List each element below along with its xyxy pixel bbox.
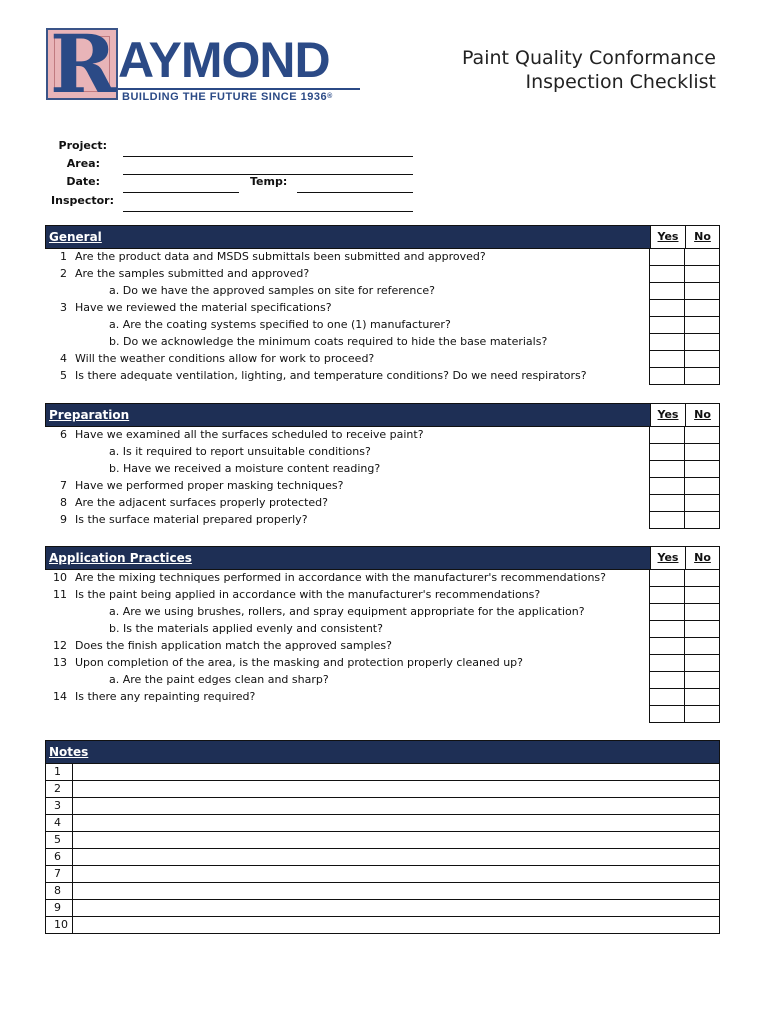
item-question: a. Are the paint edges clean and sharp? — [109, 673, 329, 686]
note-line[interactable] — [45, 832, 720, 849]
section-title: Application Practices — [49, 551, 192, 565]
item-number: 7 — [60, 479, 67, 492]
yes-checkbox[interactable] — [649, 351, 685, 368]
note-line[interactable] — [45, 764, 720, 781]
yes-checkbox[interactable] — [649, 655, 685, 672]
yes-checkbox[interactable] — [649, 495, 685, 512]
note-line[interactable] — [45, 849, 720, 866]
document-title — [462, 46, 716, 94]
no-checkbox[interactable] — [684, 351, 720, 368]
temp-label: Temp: — [250, 175, 288, 188]
yes-column-header: Yes — [650, 226, 685, 248]
yes-checkbox[interactable] — [649, 283, 685, 300]
checklist-row — [45, 689, 720, 706]
item-number: 8 — [60, 496, 67, 509]
item-question: Is the surface material prepared properly? — [75, 513, 308, 526]
no-checkbox[interactable] — [684, 334, 720, 351]
note-line[interactable] — [45, 900, 720, 917]
note-number: 1 — [46, 764, 73, 780]
no-checkbox[interactable] — [684, 444, 720, 461]
item-number: 1 — [60, 250, 67, 263]
no-checkbox[interactable] — [684, 266, 720, 283]
item-question: a. Are the coating systems specified to one (1) manufacturer? — [109, 318, 451, 331]
note-line[interactable] — [45, 815, 720, 832]
yes-checkbox[interactable] — [649, 638, 685, 655]
note-number: 5 — [46, 832, 73, 848]
no-checkbox[interactable] — [684, 427, 720, 444]
area-label: Area: — [66, 157, 100, 170]
note-line[interactable] — [45, 883, 720, 900]
yes-checkbox[interactable] — [649, 249, 685, 266]
no-checkbox[interactable] — [684, 249, 720, 266]
item-number: 10 — [53, 571, 67, 584]
yes-checkbox[interactable] — [649, 672, 685, 689]
item-question: Are the product data and MSDS submittals been submitted and approved? — [75, 250, 486, 263]
note-number: 7 — [46, 866, 73, 882]
checklist-row — [45, 461, 720, 478]
no-checkbox[interactable] — [684, 317, 720, 334]
yes-checkbox[interactable] — [649, 368, 685, 385]
checklist-row — [45, 300, 720, 317]
no-checkbox[interactable] — [684, 512, 720, 529]
checklist-rows — [45, 249, 720, 385]
checklist-row — [45, 638, 720, 655]
note-number: 6 — [46, 849, 73, 865]
logo-letter: R — [50, 17, 117, 111]
logo-wordmark: AYMOND — [118, 32, 330, 88]
item-question: a. Is it required to report unsuitable conditions? — [109, 445, 371, 458]
item-question: Is there adequate ventilation, lighting, and temperature conditions? Do we need respirators? — [75, 369, 587, 382]
no-checkbox[interactable] — [684, 689, 720, 706]
application-section — [45, 546, 720, 723]
checklist-row — [45, 655, 720, 672]
note-line[interactable] — [45, 866, 720, 883]
section-header — [45, 546, 720, 570]
item-number: 13 — [53, 656, 67, 669]
temp-field[interactable] — [297, 192, 413, 193]
checklist-row — [45, 706, 720, 723]
no-checkbox[interactable] — [684, 478, 720, 495]
item-question: Have we examined all the surfaces scheduled to receive paint? — [75, 428, 424, 441]
section-header — [45, 403, 720, 427]
checklist-row — [45, 334, 720, 351]
item-number: 4 — [60, 352, 67, 365]
item-question: Is the paint being applied in accordance with the manufacturer's recommendations? — [75, 588, 541, 601]
preparation-section — [45, 403, 720, 529]
no-checkbox[interactable] — [684, 621, 720, 638]
no-checkbox[interactable] — [684, 300, 720, 317]
note-line[interactable] — [45, 917, 720, 934]
note-line[interactable] — [45, 781, 720, 798]
title-line-1: Paint Quality Conformance — [461, 47, 716, 69]
project-field[interactable] — [123, 156, 413, 157]
notes-section — [45, 740, 720, 934]
item-question: Upon completion of the area, is the masking and protection properly cleaned up? — [75, 656, 523, 669]
item-question: Have we reviewed the material specifications? — [75, 301, 332, 314]
item-question: b. Have we received a moisture content reading? — [109, 462, 381, 475]
checklist-row — [45, 249, 720, 266]
yes-column-header: Yes — [650, 404, 685, 426]
item-number: 9 — [60, 513, 67, 526]
item-number: 2 — [60, 267, 67, 280]
checklist-row — [45, 478, 720, 495]
inspector-field[interactable] — [123, 211, 413, 212]
yes-checkbox[interactable] — [649, 461, 685, 478]
item-number: 6 — [60, 428, 67, 441]
yes-column-header: Yes — [650, 547, 685, 569]
item-question: Will the weather conditions allow for work to proceed? — [75, 352, 375, 365]
checklist-row — [45, 512, 720, 529]
item-question: b. Is the materials applied evenly and consistent? — [109, 622, 383, 635]
note-number: 2 — [46, 781, 73, 797]
item-number: 14 — [53, 690, 67, 703]
title-line-2: Inspection Checklist — [525, 71, 716, 93]
checklist-row — [45, 621, 720, 638]
section-header — [45, 740, 720, 764]
item-question: Are the samples submitted and approved? — [75, 267, 310, 280]
yes-checkbox[interactable] — [649, 512, 685, 529]
item-number: 3 — [60, 301, 67, 314]
item-question: Are the mixing techniques performed in accordance with the manufacturer's recommendations? — [75, 571, 606, 584]
no-checkbox[interactable] — [684, 461, 720, 478]
yes-checkbox[interactable] — [649, 621, 685, 638]
yes-checkbox[interactable] — [649, 587, 685, 604]
section-title: General — [49, 230, 102, 244]
checklist-row — [45, 266, 720, 283]
no-column-header: No — [685, 547, 719, 569]
no-checkbox[interactable] — [684, 655, 720, 672]
note-line[interactable] — [45, 798, 720, 815]
checklist-row — [45, 495, 720, 512]
checklist-row — [45, 368, 720, 385]
yes-checkbox[interactable] — [649, 706, 685, 723]
yes-checkbox[interactable] — [649, 334, 685, 351]
checklist-row — [45, 604, 720, 621]
yes-checkbox[interactable] — [649, 478, 685, 495]
note-number: 8 — [46, 883, 73, 899]
section-title: Notes — [49, 745, 89, 759]
notes-rows — [45, 764, 720, 934]
no-checkbox[interactable] — [684, 672, 720, 689]
yes-checkbox[interactable] — [649, 427, 685, 444]
checklist-row — [45, 283, 720, 300]
yes-checkbox[interactable] — [649, 570, 685, 587]
no-checkbox[interactable] — [684, 570, 720, 587]
checklist-row — [45, 672, 720, 689]
no-checkbox[interactable] — [684, 604, 720, 621]
no-checkbox[interactable] — [684, 283, 720, 300]
raymond-logo — [46, 17, 362, 111]
item-question: Does the finish application match the approved samples? — [75, 639, 392, 652]
no-column-header: No — [685, 226, 719, 248]
project-label: Project: — [58, 139, 107, 152]
item-number: 5 — [60, 369, 67, 382]
note-number: 4 — [46, 815, 73, 831]
checklist-row — [45, 444, 720, 461]
note-number: 9 — [46, 900, 73, 916]
item-question: Is there any repainting required? — [75, 690, 256, 703]
checklist-rows — [45, 427, 720, 529]
no-checkbox[interactable] — [684, 368, 720, 385]
no-checkbox[interactable] — [684, 638, 720, 655]
checklist-row — [45, 351, 720, 368]
item-question: a. Do we have the approved samples on site for reference? — [109, 284, 435, 297]
date-label: Date: — [66, 175, 100, 188]
item-question: Have we performed proper masking techniques? — [75, 479, 344, 492]
checklist-row — [45, 317, 720, 334]
no-checkbox[interactable] — [684, 495, 720, 512]
checklist-row — [45, 587, 720, 604]
item-question: b. Do we acknowledge the minimum coats required to hide the base materials? — [109, 335, 548, 348]
item-number: 12 — [53, 639, 67, 652]
no-checkbox[interactable] — [684, 706, 720, 723]
date-field[interactable] — [123, 192, 239, 193]
logo-tagline: BUILDING THE FUTURE SINCE 1936® — [122, 91, 333, 103]
item-number: 11 — [53, 588, 67, 601]
inspector-label: Inspector: — [51, 194, 114, 207]
no-checkbox[interactable] — [684, 587, 720, 604]
item-question: a. Are we using brushes, rollers, and spray equipment appropriate for the application? — [109, 605, 585, 618]
yes-checkbox[interactable] — [649, 689, 685, 706]
yes-checkbox[interactable] — [649, 444, 685, 461]
yes-checkbox[interactable] — [649, 317, 685, 334]
checklist-rows — [45, 570, 720, 723]
general-section — [45, 225, 720, 385]
item-question: Are the adjacent surfaces properly protected? — [75, 496, 328, 509]
section-title: Preparation — [49, 408, 130, 422]
note-number: 10 — [46, 917, 73, 933]
checklist-row — [45, 427, 720, 444]
checklist-row — [45, 570, 720, 587]
yes-checkbox[interactable] — [649, 604, 685, 621]
section-header — [45, 225, 720, 249]
note-number: 3 — [46, 798, 73, 814]
yes-checkbox[interactable] — [649, 266, 685, 283]
no-column-header: No — [685, 404, 719, 426]
yes-checkbox[interactable] — [649, 300, 685, 317]
